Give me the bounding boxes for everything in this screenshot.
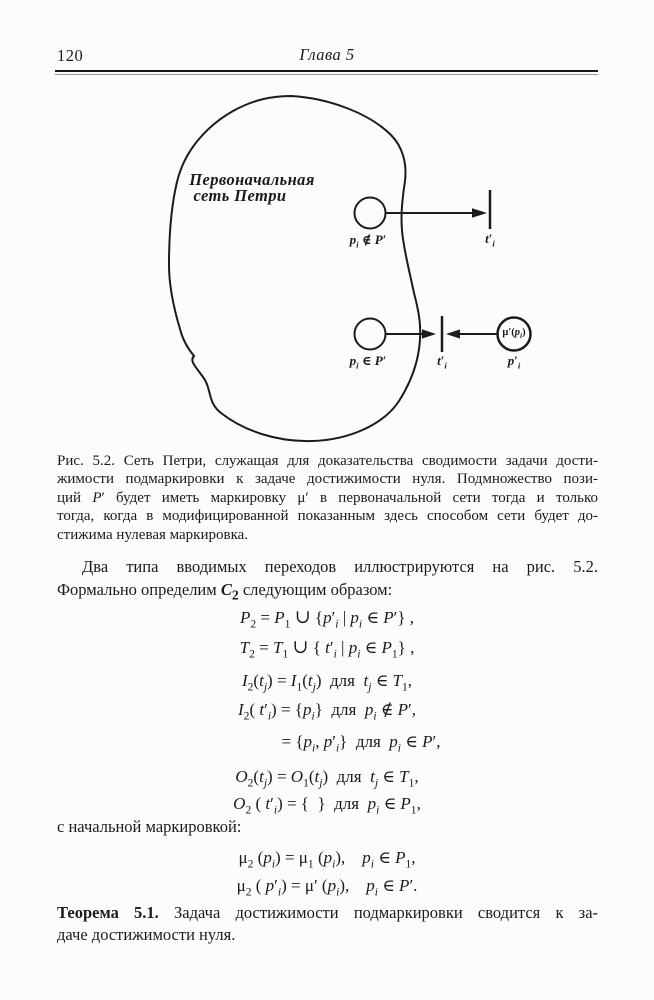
theorem-line: Теорема 5.1. Задача достижимости подмаркировки сводится к за-	[57, 903, 599, 922]
petri-net-diagram	[0, 88, 654, 450]
page-number: 120	[57, 46, 84, 65]
caption-line: стижима нулевая маркировка.	[57, 526, 249, 543]
caption-line: тогда, когда в модифицированной показанным здесь способом сети будет до-	[57, 508, 598, 525]
paragraph-line: Формально определим $C_2$ следующим образом:	[57, 579, 393, 602]
caption-line: жимости подмаркировки к задаче достижимости нуля. Подмножество пози-	[57, 471, 598, 488]
header-rule	[55, 70, 598, 75]
marking-intro-text: с начальной маркировкой:	[57, 817, 242, 836]
theorem-line: даче достижимости нуля.	[57, 924, 236, 944]
figure-caption	[57, 452, 598, 544]
formula-i2-tj: $I_2(t_j) = I_1(t_j)$ для $t_j$ ∈ $T_1$,	[241, 671, 413, 694]
place-label-row1: $p_i$ ∉ P′	[349, 232, 387, 250]
transition-label-row2: $t'_i$	[437, 353, 447, 371]
body-paragraph	[57, 556, 598, 606]
theorem-5-1	[57, 902, 598, 945]
chapter-running-head: Глава 5	[299, 45, 355, 64]
arrowhead-row1	[472, 208, 487, 218]
blob-label-line2: сеть Петри	[193, 185, 287, 205]
formula-mu-2: $\mu_2$ ( $p'_i) = \mu'$ $(p_i)$, $p_i$ ∈ P′.	[236, 876, 418, 899]
blob-label-line1: Первоначальная	[189, 170, 315, 189]
formula-i2-ti: $I_2$( $t'_i) = \{p_i\}$ для $p_i$ ∉ P′,	[238, 700, 416, 723]
formula-t2: $T_2 = T_1$ ∪ { $t'_i$ | $p_i$ ∈ $P_1$} ,	[239, 637, 415, 661]
paragraph-line: Два типа вводимых переходов иллюстрируются на рис. 5.2.	[82, 557, 598, 576]
place-circle-row2	[355, 319, 386, 350]
formula-mu-1: $\mu_2$ $(p_i) = \mu_1$ $(p_i)$, $p_i$ ∈ $P_1$,	[238, 848, 416, 871]
petri-net-boundary-blob	[169, 96, 420, 441]
place-circle-row1	[355, 198, 386, 229]
blob-label	[160, 172, 344, 203]
formula-i2-ti-cont-text: = {$p_i$, $p'_i$} для $p_i$ ∈ P′,	[281, 732, 441, 755]
formula-p2: $P_2 = P_1$ ∪ {$p'_i$ | $p_i$ ∈ P′} ,	[240, 607, 414, 631]
place-label-row2: $p_i$ ∈ P′	[349, 353, 387, 371]
formula-o2-ti: $O_2$ ( $t'_i$) = { } для $p_i$ ∈ $P_1$,	[233, 794, 421, 817]
formula-o2-tj: $O_2(t_j) = O_1(t_j)$ для $t_j$ ∈ $T_1$,	[235, 767, 419, 790]
formula-i2-ti-cont	[0, 729, 654, 761]
caption-line: ций P′ будет иметь маркировку μ′ в первоначальной сети тогда и только	[57, 489, 598, 506]
arrowhead-row2-left	[422, 329, 436, 338]
transition-label-row1: $t'_i$	[485, 231, 495, 249]
figure-5-2	[0, 88, 654, 450]
marking-token-label: $\mu'(p_i)$	[502, 327, 526, 341]
caption-line: Рис. 5.2. Сеть Петри, служащая для доказательства сводимости задачи дости-	[57, 453, 598, 469]
arrowhead-row2-right	[446, 329, 460, 338]
new-place-label: $p'_i$	[507, 353, 521, 371]
